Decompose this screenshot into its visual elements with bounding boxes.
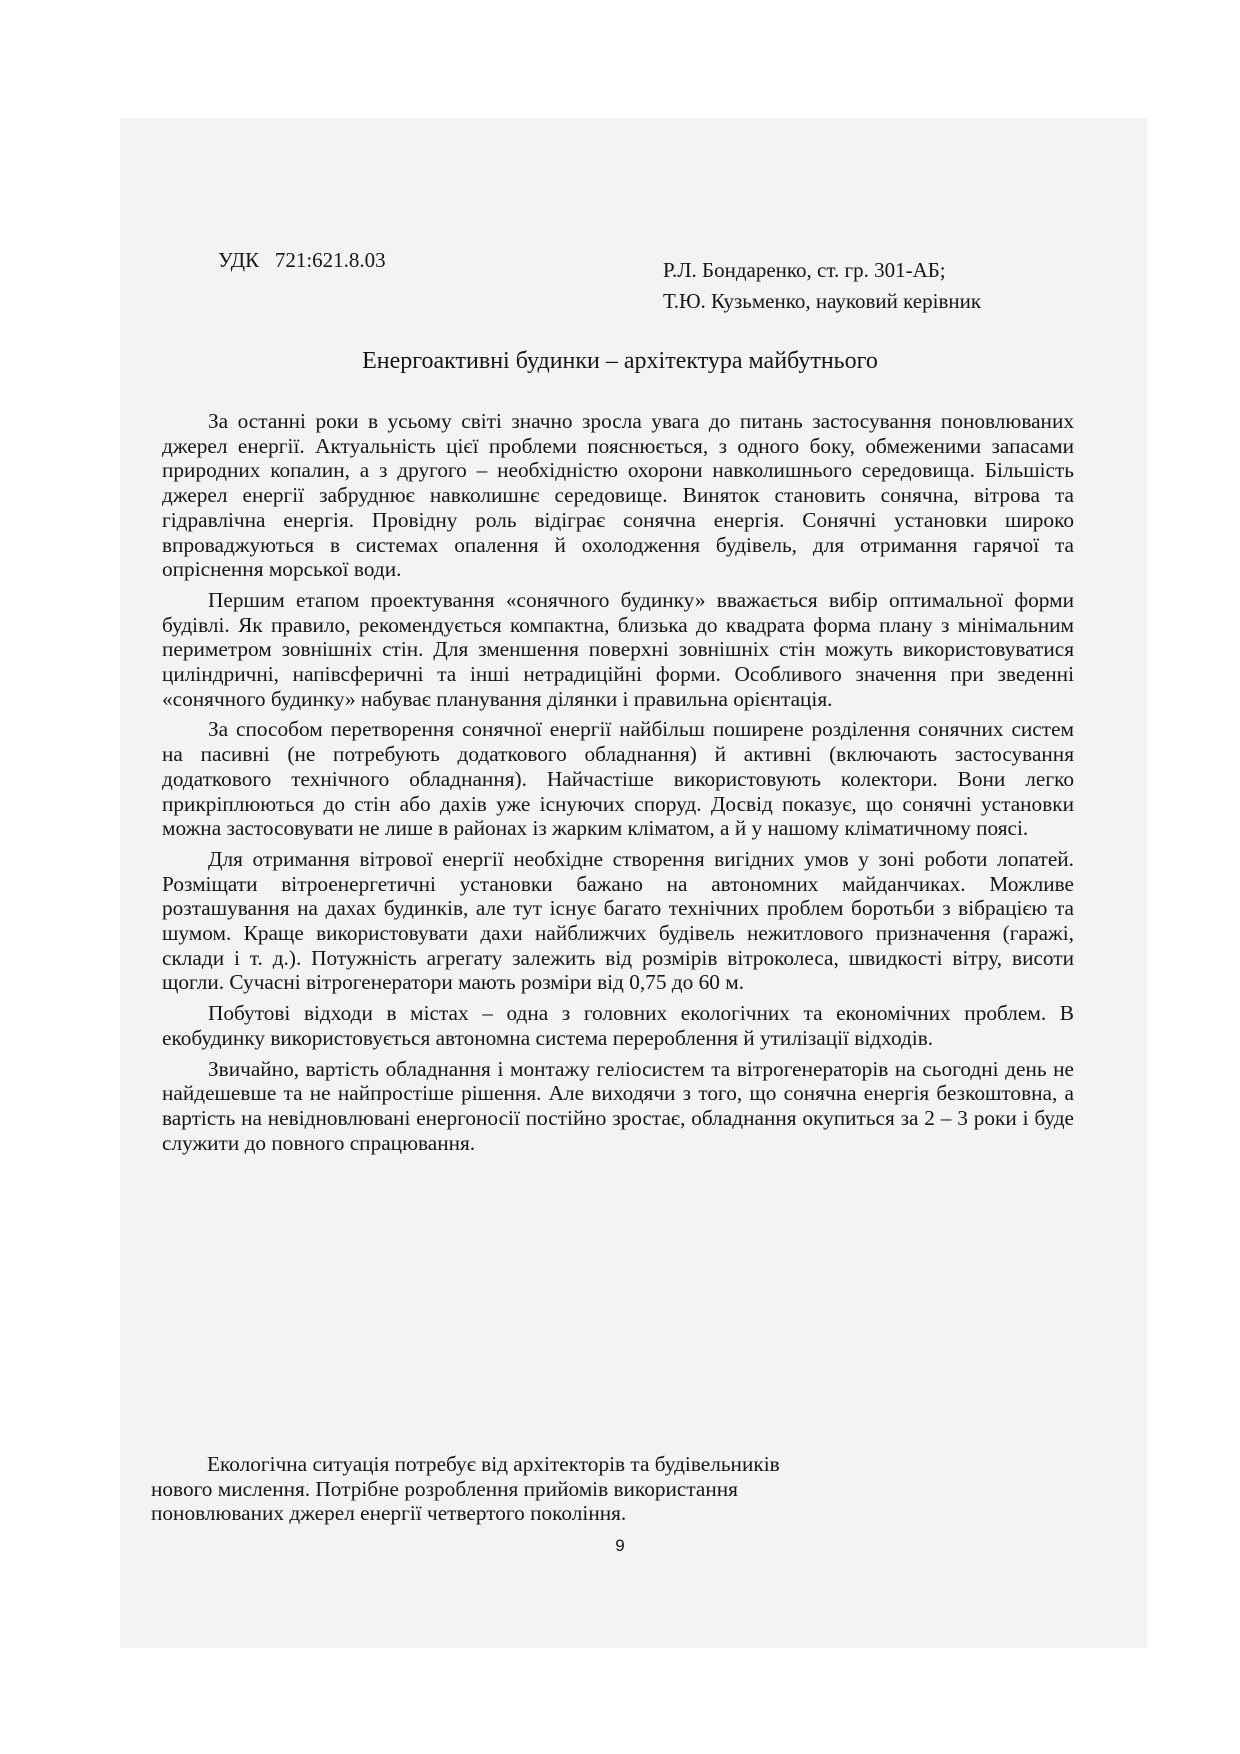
paragraph: За останні роки в усьому світі значно зросла увага до питань застосування поновлюваних джерел енергії. Актуальність цієї проблеми пояснюється, з одного боку, обмеженими запасами природних копалин, а з другого – необхідністю охорони навколишнього середовища. Більшість джерел енергії забруднює навколишнє середовище. Виняток становить сонячна, вітрова та гідравлічна енергія. Провідну роль відіграє сонячна енергія. Сонячні установки широко впроваджуються в системах опалення й охолодження будівель, для отримання гарячої та опріснення морської води.	[162, 409, 1074, 582]
authors	[663, 255, 981, 317]
paragraph: Для отримання вітрової енергії необхідне створення вигідних умов у зоні роботи лопатей. Розміщати вітроенергетичні установки бажано на автономних майданчиках. Можливе розташування на дахах будинків, але тут існує багато технічних проблем боротьби з вібрацією та шумом. Краще використовувати дахи найближчих будівель нежитлового призначення (гаражі, склади і т. д.). Потужність агрегату залежить від розмірів вітроколеса, швидкості вітру, висоти щогли. Сучасні вітрогенератори мають розміри від 0,75 до 60 м.	[162, 846, 1074, 995]
udk-code: УДК 721:621.8.03	[218, 248, 386, 272]
author-supervisor: Т.Ю. Кузьменко, науковий керівник	[663, 289, 982, 313]
closing-paragraph	[151, 1452, 780, 1526]
paragraph: За способом перетворення сонячної енергії найбільш поширене розділення сонячних систем на пасивні (не потребують додаткового обладнання) й активні (включають застосування додаткового технічного обладнання). Найчастіше використовують колектори. Вони легко прикріплюються до стін або дахів уже існуючих споруд. Досвід показує, що сонячні установки можна застосовувати не лише в районах із жарким кліматом, а й у нашому кліматичному поясі.	[162, 717, 1074, 841]
article-body	[162, 409, 1074, 1161]
paragraph: Першим етапом проектування «сонячного будинку» вважається вибір оптимальної форми будівлі. Як правило, рекомендується компактна, близька до квадрата форма плану з мінімальним периметром зовнішніх стін. Для зменшення поверхні зовнішніх стін можуть використовуватися циліндричні, напівсферичні та інші нетрадиційні форми. Особливого значення при зведенні «сонячного будинку» набуває планування ділянки і правильна орієнтація.	[162, 587, 1074, 711]
paragraph: Звичайно, вартість обладнання і монтажу геліосистем та вітрогенераторів на сьогодні день не найдешевше та не найпростіше рішення. Але виходячи з того, що сонячна енергія безкоштовна, а вартість на невідновлювані енергоносії постійно зростає, обладнання окупиться за 2 – 3 роки і буде служити до повного спрацювання.	[162, 1056, 1074, 1155]
article-title: Енергоактивні будинки – архітектура майбутнього	[362, 348, 878, 374]
closing-line: Екологічна ситуація потребує від архітекторів та будівельників	[207, 1452, 780, 1476]
closing-line: поновлюваних джерел енергії четвертого покоління.	[151, 1501, 627, 1526]
page-number: 9	[615, 1536, 625, 1555]
author-student: Р.Л. Бондаренко, ст. гр. 301-АБ;	[663, 258, 946, 282]
paragraph: Побутові відходи в містах – одна з головних екологічних та економічних проблем. В екобудинку використовується автономна система перероблення й утилізації відходів.	[162, 1001, 1074, 1050]
closing-line: нового мислення. Потрібне розроблення прийомів використання	[151, 1476, 738, 1501]
